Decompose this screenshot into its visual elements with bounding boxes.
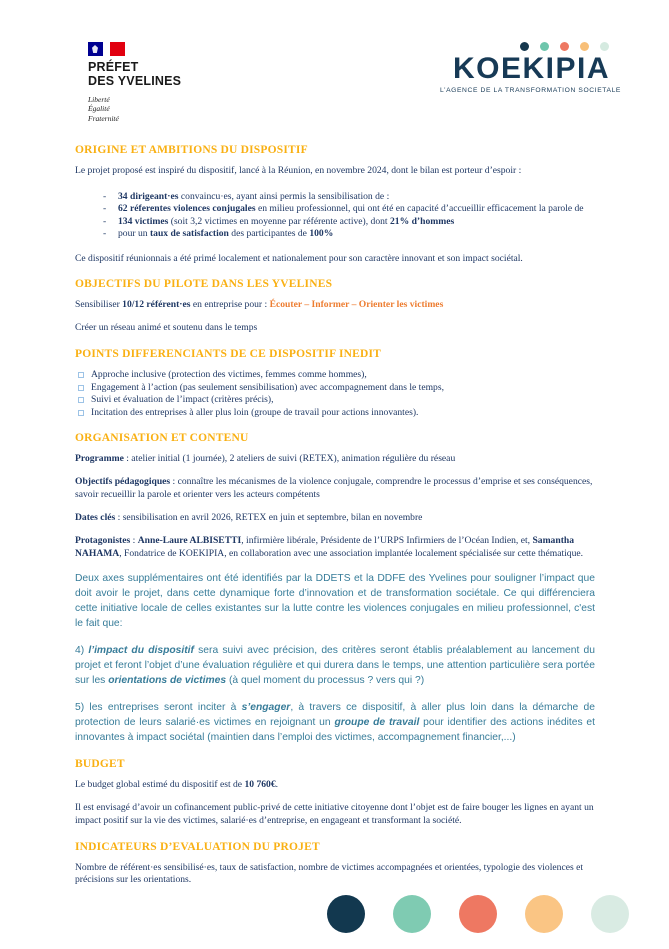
text-run: Approche inclusive (protection des victimes, femmes comme hommes),	[91, 369, 367, 381]
list-item-text	[91, 382, 444, 394]
text-run: : connaître les mécanismes de la violence conjugale, comprendre le processus d’emprise et ses conséquences, savoir recueillir la parole et orienter vers les acteurs compétents	[75, 476, 593, 500]
text-run: Le projet proposé est inspiré du dispositif, lancé à la Réunion, en novembre 2024, dont le bilan est porteur d’espoir :	[75, 165, 522, 177]
text-run: sera suivi avec précision, des critères seront établis préalablement au lancement du projet et feront l’objet d’une évaluation régulière et qui durera dans le temps, une attention particulière sera portée sur les	[75, 645, 595, 687]
motto-egalite: Égalité	[88, 104, 110, 114]
prefet-line2: DES YVELINES	[88, 74, 182, 88]
paragraph	[75, 535, 595, 560]
paragraph	[75, 779, 595, 792]
list-item-text	[91, 394, 273, 406]
checkbox-icon	[78, 410, 84, 416]
text-run: : sensibilisation en avril 2026, RETEX en juin et septembre, bilan en novembre	[115, 511, 423, 523]
text-run: Le budget global estimé du dispositif est de	[75, 779, 245, 791]
footer-circle-icon	[591, 895, 629, 933]
page-header	[0, 0, 669, 123]
checkbox-icon	[78, 397, 84, 403]
list-item	[75, 216, 595, 228]
motto-fraternite: Fraternité	[88, 113, 119, 123]
text-run: pour identifier des actions inédites et innovantes à impact sociétal (maintien dans l’emploi des victimes, accompagnement financier,...)	[75, 717, 596, 744]
paragraph	[75, 299, 595, 312]
dash-list	[75, 191, 595, 241]
list-item-text	[91, 369, 367, 381]
paragraph	[75, 862, 595, 887]
list-item	[75, 369, 595, 381]
section-heading: BUDGET	[75, 758, 125, 771]
text-run: Samantha NAHAMA	[75, 535, 575, 559]
list-item	[75, 203, 595, 215]
footer-circle-icon	[459, 895, 497, 933]
section-heading: ORIGINE ET AMBITIONS DU DISPOSITIF	[75, 144, 308, 157]
text-run: Protagonistes	[75, 535, 131, 547]
koekipia-name: KOEKIPIA	[452, 52, 610, 85]
brand-dot-icon	[600, 42, 609, 51]
text-run: , infirmière libérale, Présidente de l’URPS Infirmiers de l’Océan Indien, et,	[241, 535, 533, 547]
paragraph	[75, 643, 595, 688]
list-item	[75, 382, 595, 394]
dash-bullet-icon: -	[103, 228, 107, 240]
text-run: Incitation des entreprises à aller plus loin (groupe de travail pour actions innovantes).	[91, 406, 419, 418]
text-run: 10/12 référent·es	[122, 299, 191, 311]
footer-circle-icon	[525, 895, 563, 933]
text-run: .	[275, 779, 279, 791]
section-heading: INDICATEURS D’EVALUATION DU PROJET	[75, 840, 320, 853]
text-run: Suivi et évaluation de l’impact (critères précis),	[91, 394, 274, 406]
list-item-text	[118, 228, 333, 240]
footer-circles	[327, 895, 629, 933]
dash-bullet-icon: -	[103, 190, 107, 202]
text-run: taux de satisfaction	[149, 228, 229, 240]
paragraph	[75, 453, 595, 466]
checkbox-list	[75, 369, 595, 419]
list-item-text	[118, 191, 389, 203]
document-body	[0, 123, 669, 887]
footer-circle-icon	[393, 895, 431, 933]
paragraph	[75, 253, 595, 266]
dash-bullet-icon: -	[103, 215, 107, 227]
text-run: (soit 3,2 victimes en moyenne par référente active), dont	[168, 215, 390, 227]
text-run: Engagement à l’action (pas seulement sensibilisation) avec accompagnement dans le temps,	[91, 381, 444, 393]
text-run: Nombre de référent·es sensibilisé·es, taux de satisfaction, nombre de victimes accompagnées et orientées, typologie des violences et précisions sur les orientations.	[75, 861, 584, 886]
paragraph	[75, 165, 595, 178]
list-item	[75, 394, 595, 406]
text-run: 134 victimes	[118, 215, 169, 227]
paragraph	[75, 476, 595, 501]
koekipia-logo	[440, 42, 621, 94]
list-item	[75, 407, 595, 419]
text-run: 21% d’hommes	[390, 215, 455, 227]
paragraph	[75, 802, 595, 827]
brand-dot-icon	[560, 42, 569, 51]
paragraph	[75, 512, 595, 525]
prefet-motto	[88, 95, 181, 123]
text-run: Ce dispositif réunionnais a été primé localement et nationalement pour son caractère innovant et son impact sociétal.	[75, 252, 523, 264]
motto-liberte: Liberté	[88, 95, 110, 104]
list-item-text	[118, 216, 454, 228]
text-run: en entreprise pour :	[190, 299, 270, 311]
list-item-text	[118, 203, 584, 215]
text-run: : atelier initial (1 journée), 2 ateliers de suivi (RETEX), animation régulière du réseau	[123, 453, 456, 464]
dash-bullet-icon: -	[103, 203, 107, 215]
list-item-text	[91, 407, 418, 419]
brand-dot-icon	[540, 42, 549, 51]
text-run: des participantes de	[228, 228, 310, 240]
text-run: 4)	[75, 645, 89, 657]
text-run: Objectifs pédagogiques	[75, 476, 171, 488]
text-run: Dates clés	[75, 511, 116, 523]
text-run: 10 760€	[244, 779, 276, 791]
section-heading: OBJECTIFS DU PILOTE DANS LES YVELINES	[75, 278, 333, 291]
checkbox-icon	[78, 385, 84, 391]
text-run: 34 dirigeant·es	[118, 190, 179, 202]
text-run: :	[130, 535, 138, 547]
list-item	[75, 228, 595, 240]
checkbox-icon	[78, 372, 84, 378]
section-heading: POINTS DIFFERENCIANTS DE CE DISPOSITIF INEDIT	[75, 348, 382, 361]
prefet-title	[88, 60, 181, 88]
text-run: en milieu professionnel, qui ont été en capacité d’accueillir efficacement la parole de	[255, 203, 584, 215]
text-run: , Fondatrice de KOEKIPIA, en collaboration avec une association implantée localement spécialisée sur cette thématique.	[119, 547, 584, 559]
list-item	[75, 191, 595, 203]
text-run: (à quel moment du processus ? vers qui ?)	[226, 675, 425, 687]
prefet-logo	[88, 42, 181, 123]
section-heading: ORGANISATION ET CONTENU	[75, 432, 249, 444]
text-run: 5) les entreprises seront inciter à	[75, 702, 242, 714]
text-run: orientations de victimes	[108, 675, 227, 687]
french-flag-icon	[88, 42, 125, 56]
text-run: l’impact du dispositif	[88, 645, 194, 657]
text-run: Deux axes supplémentaires ont été identifiés par la DDETS et la DDFE des Yvelines pour souligner l’impact que doit avoir le projet, dans cette dynamique forte d’innovation et de transformation sociétale. Ce qui différenciera cette initiative locale de celles existantes sur la lutte contre les violences conjugales en milieu professionnel, c'est le fait que:	[75, 572, 595, 630]
text-run: Créer un réseau animé et soutenu dans le temps	[75, 322, 258, 334]
text-run: Écouter – Informer – Orienter les victimes	[269, 299, 444, 311]
text-run: Sensibiliser	[75, 299, 123, 311]
brand-dot-icon	[580, 42, 589, 51]
paragraph	[75, 700, 595, 745]
brand-dot-icon	[520, 42, 529, 51]
text-run: convaincu·es, ayant ainsi permis la sensibilisation de :	[178, 190, 390, 202]
text-run: pour un	[118, 228, 150, 240]
paragraph	[75, 322, 595, 335]
koekipia-tagline: L’AGENCE DE LA TRANSFORMATION SOCIETALE	[440, 87, 621, 94]
text-run: s’engager	[241, 702, 291, 714]
text-run: groupe de travail	[334, 717, 420, 729]
text-run: Anne-Laure ALBISETTI	[137, 535, 242, 547]
footer-circle-icon	[327, 895, 365, 933]
koekipia-dots-icon	[440, 42, 609, 51]
text-run: Il est envisagé d’avoir un cofinancement public-privé de cette initiative citoyenne dont l’objet est de faire bouger les lignes en ayant un impact positif sur la vie des victimes, salarié·es d’entreprise, en engageant et transformant la société.	[75, 802, 594, 827]
prefet-line1: PRÉFET	[88, 60, 139, 74]
paragraph	[75, 571, 595, 631]
text-run: 100%	[309, 228, 334, 240]
text-run: 62 réferentes violences conjugales	[118, 203, 256, 215]
text-run: , à travers ce dispositif, à aller plus loin dans la démarche de protection de leurs salarié·es victimes en rejoignant un	[75, 702, 596, 729]
text-run: Programme	[75, 453, 124, 464]
